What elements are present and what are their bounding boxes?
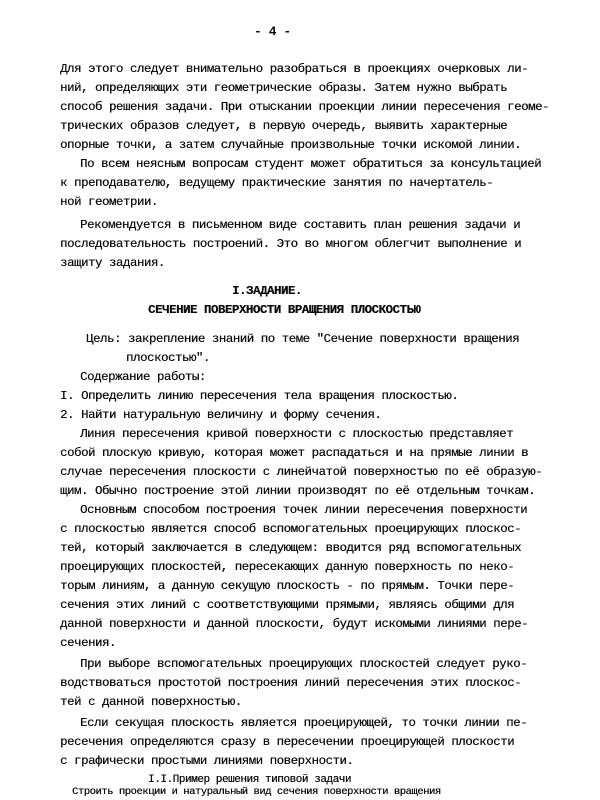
text-line: ресечения определяются сразу в пересечении проецирующей плоскости [60,735,515,749]
text-line: сечения этих линий с соответствующими прямыми, являясь общими для [60,598,515,612]
section-title: СЕЧЕНИЕ ПОВЕРХНОСТИ ВРАЩЕНИЯ ПЛОСКОСТЬЮ [148,303,421,317]
text-line: щим. Обычно построение этой линии производят по её отдельным точкам. [60,484,536,498]
text-line: трических образов следует, в первую очередь, выявить характерные [60,119,508,133]
text-line: По всем неясным вопросам студент может обратиться за консультацией [80,157,542,171]
content-label: Содержание работы: [80,370,206,384]
text-line: собой плоскую кривую, которая может распадаться и на прямые линии в [60,446,529,460]
example-heading: I.I.Пример решения типовой задачи [148,774,351,786]
section-number-title: I.ЗАДАНИЕ. [232,284,302,298]
text-line: способ решения задачи. При отыскании проекции линии пересечения геоме- [60,100,549,114]
goal-line: плоскостью". [126,351,210,365]
text-line: защиту задания. [60,256,165,270]
text-line: сечения. [60,636,116,650]
text-line: с плоскостью является способ вспомогательных проецирующих плоскос- [60,522,522,536]
text-line: ний, определяющих эти геометрические образы. Затем нужно выбрать [60,81,508,95]
text-line: При выборе вспомогательных проецирующих плоскостей следует руко- [80,657,528,671]
text-line: тей с данной поверхностью. [60,695,242,709]
example-line: Строить проекции и натуральный вид сечения поверхности вращения [72,786,441,798]
text-line: ной геометрии. [60,195,158,209]
text-line: Для этого следует внимательно разобраться в проекциях очерковых ли- [60,62,529,76]
text-line: тей, который заключается в следующем: вводится ряд вспомогательных [60,541,522,555]
list-item: I. Определить линию пересечения тела вращения плоскостью. [60,389,459,403]
list-item: 2. Найти натуральную величину и форму сечения. [60,408,382,422]
text-line: Линия пересечения кривой поверхности с плоскостью представляет [80,427,514,441]
text-line: опорные точки, а затем случайные произвольные точки искомой линии. [60,138,522,152]
text-line: последовательность построений. Это во многом облегчит выполнение и [60,237,522,251]
text-line: к преподавателю, ведущему практические занятия по начертатель- [60,176,494,190]
text-line: данной поверхности и данной плоскости, будут искомыми линиями пере- [60,617,529,631]
text-line: водствоваться простотой построения линий пересечения этих плоскос- [60,676,522,690]
text-line: с графически простыми линиями поверхности. [60,754,354,768]
goal-line: Цель: закрепление знаний по теме "Сечение поверхности вращения [86,332,520,346]
text-line: Рекомендуется в письменном виде составить план решения задачи и [80,218,521,232]
text-line: торым линиям, а данную секущую плоскость - по прямым. Точки пере- [60,579,515,593]
text-line: Основным способом построения точек линии пересечения поверхности [80,503,528,517]
text-line: случае пересечения плоскости с линейчатой поверхностью по её образую- [60,465,543,479]
text-line: проецирующих плоскостей, пересекающих данную поверхность по неко- [60,560,515,574]
text-line: Если секущая плоскость является проецирующей, то точки линии пе- [80,716,528,730]
page-number: - 4 - [254,24,291,39]
